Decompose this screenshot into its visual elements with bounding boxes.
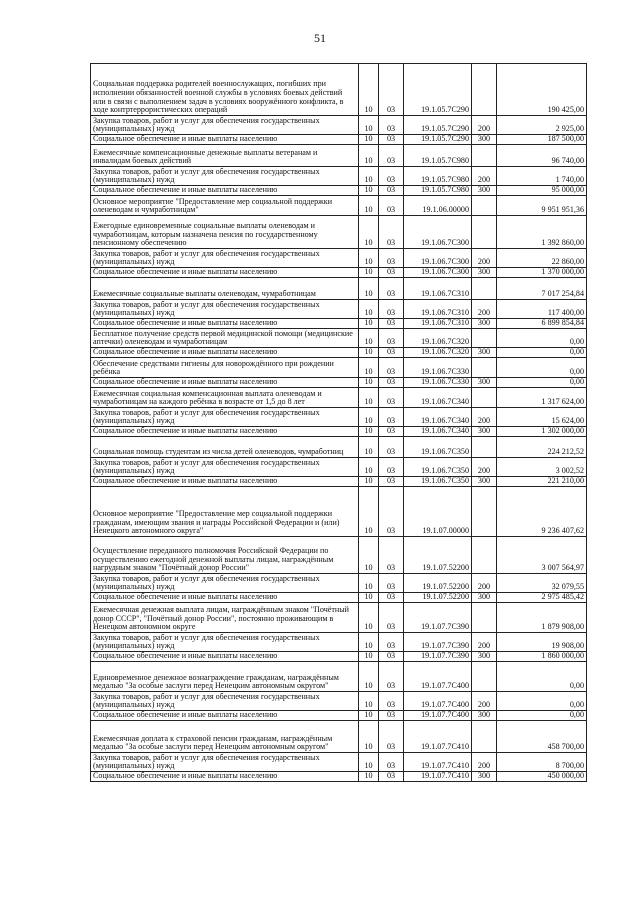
table-row — [91, 427, 587, 437]
row-sum-cell: 1 317 624,00 — [497, 388, 587, 408]
table-row — [91, 216, 587, 249]
row-section-cell: 10 — [359, 711, 379, 721]
row-expense-type-cell: 200 — [472, 249, 497, 268]
row-name-cell: Основное мероприятие "Предоставление мер социальной поддержки гражданам, имеющим звания и награды Российской Федерации и (или) Ненецкого автономного округа" — [91, 487, 359, 537]
row-sum-cell: 1 370 000,00 — [497, 268, 587, 278]
row-expense-type-cell: 300 — [472, 772, 497, 782]
row-name-cell: Обеспечение средствами гигиены для новорождённого при рождении ребёнка — [91, 358, 359, 378]
row-expense-type-cell — [472, 145, 497, 167]
row-subsection-cell: 03 — [379, 64, 404, 116]
row-expense-type-cell: 300 — [472, 378, 497, 388]
row-expense-type-cell — [472, 537, 497, 574]
row-expense-type-cell — [472, 603, 497, 633]
table-row — [91, 278, 587, 300]
row-expense-type-cell: 300 — [472, 593, 497, 603]
row-target-article-cell: 19.1.07.7С410 — [404, 753, 472, 772]
row-section-cell: 10 — [359, 603, 379, 633]
row-subsection-cell: 03 — [379, 427, 404, 437]
row-name-cell: Закупка товаров, работ и услуг для обеспечения государственных (муниципальных) нужд — [91, 116, 359, 135]
row-sum-cell: 96 740,00 — [497, 145, 587, 167]
row-expense-type-cell: 200 — [472, 167, 497, 186]
row-target-article-cell: 19.1.07.7С390 — [404, 633, 472, 652]
row-expense-type-cell: 200 — [472, 574, 497, 593]
row-name-cell: Ежегодные единовременные социальные выплаты оленеводам и чумработницам, которым назначена пенсия по государственному пенсионному обеспечению — [91, 216, 359, 249]
table-row — [91, 378, 587, 388]
row-name-cell: Единовременное денежное вознаграждение гражданам, награждённым медалью "За особые заслуги перед Ненецким автономным округом" — [91, 662, 359, 692]
table-row — [91, 603, 587, 633]
row-section-cell: 10 — [359, 477, 379, 487]
row-sum-cell: 0,00 — [497, 711, 587, 721]
row-section-cell: 10 — [359, 135, 379, 145]
table-row — [91, 458, 587, 477]
row-expense-type-cell: 200 — [472, 753, 497, 772]
row-expense-type-cell — [472, 358, 497, 378]
row-sum-cell: 187 500,00 — [497, 135, 587, 145]
table-row — [91, 358, 587, 378]
row-subsection-cell: 03 — [379, 408, 404, 427]
row-section-cell: 10 — [359, 487, 379, 537]
table-row — [91, 753, 587, 772]
row-name-cell: Бесплатное получение средств первой медицинской помощи (медицинские аптечки) оленеводам и чумработницам — [91, 329, 359, 348]
row-section-cell: 10 — [359, 319, 379, 329]
row-section-cell: 10 — [359, 329, 379, 348]
row-subsection-cell: 03 — [379, 268, 404, 278]
table-row — [91, 593, 587, 603]
page-number: 51 — [314, 31, 326, 45]
row-sum-cell: 6 899 854,84 — [497, 319, 587, 329]
table-row — [91, 300, 587, 319]
row-target-article-cell: 19.1.07.7С400 — [404, 711, 472, 721]
row-name-cell: Социальное обеспечение и иные выплаты населению — [91, 135, 359, 145]
row-section-cell: 10 — [359, 662, 379, 692]
row-target-article-cell: 19.1.07.52200 — [404, 593, 472, 603]
table-row — [91, 348, 587, 358]
table-row — [91, 772, 587, 782]
row-target-article-cell: 19.1.06.7С300 — [404, 216, 472, 249]
table-row — [91, 167, 587, 186]
row-section-cell: 10 — [359, 268, 379, 278]
row-sum-cell: 15 624,00 — [497, 408, 587, 427]
row-sum-cell: 22 860,00 — [497, 249, 587, 268]
row-subsection-cell: 03 — [379, 378, 404, 388]
row-name-cell: Закупка товаров, работ и услуг для обеспечения государственных (муниципальных) нужд — [91, 167, 359, 186]
row-sum-cell: 190 425,00 — [497, 64, 587, 116]
row-target-article-cell: 19.1.06.7С310 — [404, 278, 472, 300]
row-name-cell: Социальное обеспечение и иные выплаты населению — [91, 652, 359, 662]
row-sum-cell: 0,00 — [497, 662, 587, 692]
row-name-cell: Социальное обеспечение и иные выплаты населению — [91, 711, 359, 721]
row-name-cell: Социальное обеспечение и иные выплаты населению — [91, 378, 359, 388]
row-target-article-cell: 19.1.06.7С320 — [404, 348, 472, 358]
table-row — [91, 711, 587, 721]
table-row — [91, 319, 587, 329]
row-name-cell: Социальное обеспечение и иные выплаты населению — [91, 186, 359, 196]
row-expense-type-cell — [472, 329, 497, 348]
row-expense-type-cell: 200 — [472, 458, 497, 477]
row-target-article-cell: 19.1.06.7С300 — [404, 268, 472, 278]
row-section-cell: 10 — [359, 574, 379, 593]
row-section-cell: 10 — [359, 753, 379, 772]
row-target-article-cell: 19.1.07.00000 — [404, 487, 472, 537]
row-name-cell: Закупка товаров, работ и услуг для обеспечения государственных (муниципальных) нужд — [91, 458, 359, 477]
row-expense-type-cell — [472, 487, 497, 537]
row-sum-cell: 2 975 485,42 — [497, 593, 587, 603]
row-sum-cell: 3 002,52 — [497, 458, 587, 477]
row-expense-type-cell — [472, 196, 497, 216]
row-expense-type-cell: 300 — [472, 348, 497, 358]
row-name-cell: Ежемесячная социальная компенсационная выплата оленеводам и чумработницам на каждого ребёнка в возрасте от 1,5 до 8 лет — [91, 388, 359, 408]
table-row — [91, 116, 587, 135]
row-subsection-cell: 03 — [379, 196, 404, 216]
row-section-cell: 10 — [359, 116, 379, 135]
row-section-cell: 10 — [359, 378, 379, 388]
table-row — [91, 145, 587, 167]
row-name-cell: Закупка товаров, работ и услуг для обеспечения государственных (муниципальных) нужд — [91, 633, 359, 652]
row-section-cell: 10 — [359, 278, 379, 300]
row-target-article-cell: 19.1.07.7С390 — [404, 652, 472, 662]
table-row — [91, 64, 587, 116]
row-subsection-cell: 03 — [379, 249, 404, 268]
row-sum-cell: 117 400,00 — [497, 300, 587, 319]
row-name-cell: Социальное обеспечение и иные выплаты населению — [91, 593, 359, 603]
table-row — [91, 537, 587, 574]
row-name-cell: Социальная поддержка родителей военнослужащих, погибших при исполнении обязанностей военной службы в условиях боевых действий или в связи с выполнением задач в условиях вооружённого конфликта, в ходе контртеррористических операций — [91, 64, 359, 116]
row-subsection-cell: 03 — [379, 633, 404, 652]
row-sum-cell: 9 236 407,62 — [497, 487, 587, 537]
row-section-cell: 10 — [359, 427, 379, 437]
row-target-article-cell: 19.1.06.7С300 — [404, 249, 472, 268]
row-target-article-cell: 19.1.07.7С400 — [404, 692, 472, 711]
row-expense-type-cell — [472, 278, 497, 300]
row-sum-cell: 458 700,00 — [497, 721, 587, 753]
row-sum-cell: 221 210,00 — [497, 477, 587, 487]
row-sum-cell: 9 951 951,36 — [497, 196, 587, 216]
row-section-cell: 10 — [359, 300, 379, 319]
row-sum-cell: 7 017 254,84 — [497, 278, 587, 300]
row-section-cell: 10 — [359, 167, 379, 186]
row-target-article-cell: 19.1.05.7С980 — [404, 186, 472, 196]
row-sum-cell: 1 879 908,00 — [497, 603, 587, 633]
row-target-article-cell: 19.1.07.7С400 — [404, 662, 472, 692]
row-section-cell: 10 — [359, 408, 379, 427]
row-subsection-cell: 03 — [379, 711, 404, 721]
table-row — [91, 574, 587, 593]
row-target-article-cell: 19.1.06.7С330 — [404, 358, 472, 378]
row-target-article-cell: 19.1.07.7С410 — [404, 721, 472, 753]
row-section-cell: 10 — [359, 216, 379, 249]
row-subsection-cell: 03 — [379, 662, 404, 692]
table-row — [91, 196, 587, 216]
row-expense-type-cell — [472, 216, 497, 249]
row-expense-type-cell: 300 — [472, 477, 497, 487]
row-sum-cell: 2 925,00 — [497, 116, 587, 135]
row-section-cell: 10 — [359, 358, 379, 378]
row-section-cell: 10 — [359, 348, 379, 358]
row-name-cell: Ежемесячная денежная выплата лицам, награждённым знаком "Почётный донор СССР", "Почётный донор России", постоянно проживающим в Ненецком автономном округе — [91, 603, 359, 633]
row-subsection-cell: 03 — [379, 278, 404, 300]
row-sum-cell: 19 908,00 — [497, 633, 587, 652]
row-sum-cell: 1 860 000,00 — [497, 652, 587, 662]
row-sum-cell: 1 302 000,00 — [497, 427, 587, 437]
row-section-cell: 10 — [359, 458, 379, 477]
row-sum-cell: 3 007 564,97 — [497, 537, 587, 574]
row-expense-type-cell — [472, 437, 497, 458]
row-section-cell: 10 — [359, 692, 379, 711]
row-sum-cell: 0,00 — [497, 329, 587, 348]
row-sum-cell: 8 700,00 — [497, 753, 587, 772]
row-target-article-cell: 19.1.06.7С340 — [404, 388, 472, 408]
row-sum-cell: 95 000,00 — [497, 186, 587, 196]
table-row — [91, 487, 587, 537]
row-expense-type-cell — [472, 388, 497, 408]
row-target-article-cell: 19.1.07.52200 — [404, 537, 472, 574]
table-row — [91, 249, 587, 268]
row-subsection-cell: 03 — [379, 593, 404, 603]
row-subsection-cell: 03 — [379, 145, 404, 167]
row-subsection-cell: 03 — [379, 574, 404, 593]
row-subsection-cell: 03 — [379, 116, 404, 135]
row-target-article-cell: 19.1.06.7С350 — [404, 458, 472, 477]
table-row — [91, 652, 587, 662]
row-name-cell: Социальное обеспечение и иные выплаты населению — [91, 319, 359, 329]
row-sum-cell: 224 212,52 — [497, 437, 587, 458]
row-subsection-cell: 03 — [379, 772, 404, 782]
row-expense-type-cell — [472, 662, 497, 692]
row-section-cell: 10 — [359, 437, 379, 458]
row-target-article-cell: 19.1.05.7С290 — [404, 64, 472, 116]
row-subsection-cell: 03 — [379, 721, 404, 753]
row-subsection-cell: 03 — [379, 358, 404, 378]
row-expense-type-cell: 300 — [472, 135, 497, 145]
row-expense-type-cell: 300 — [472, 268, 497, 278]
row-name-cell: Социальное обеспечение и иные выплаты населению — [91, 477, 359, 487]
row-section-cell: 10 — [359, 249, 379, 268]
row-section-cell: 10 — [359, 652, 379, 662]
row-name-cell: Социальное обеспечение и иные выплаты населению — [91, 348, 359, 358]
row-section-cell: 10 — [359, 196, 379, 216]
budget-table-body — [91, 64, 587, 782]
row-sum-cell: 450 000,00 — [497, 772, 587, 782]
table-row — [91, 135, 587, 145]
row-target-article-cell: 19.1.06.7С320 — [404, 329, 472, 348]
row-name-cell: Закупка товаров, работ и услуг для обеспечения государственных (муниципальных) нужд — [91, 574, 359, 593]
row-target-article-cell: 19.1.06.7С340 — [404, 427, 472, 437]
row-target-article-cell: 19.1.07.7С410 — [404, 772, 472, 782]
row-expense-type-cell: 200 — [472, 692, 497, 711]
row-target-article-cell: 19.1.05.7С290 — [404, 116, 472, 135]
row-subsection-cell: 03 — [379, 652, 404, 662]
row-subsection-cell: 03 — [379, 167, 404, 186]
row-subsection-cell: 03 — [379, 753, 404, 772]
row-name-cell: Социальное обеспечение и иные выплаты населению — [91, 427, 359, 437]
table-row — [91, 633, 587, 652]
row-name-cell: Осуществление переданного полномочия Российской Федерации по осуществлению ежегодной денежной выплаты лицам, награждённым нагрудным знаком "Почётный донор России" — [91, 537, 359, 574]
row-name-cell: Ежемесячная доплата к страховой пенсии гражданам, награждённым медалью "За особые заслуги перед Ненецким автономным округом" — [91, 721, 359, 753]
row-target-article-cell: 19.1.06.7С310 — [404, 300, 472, 319]
row-sum-cell: 0,00 — [497, 692, 587, 711]
row-expense-type-cell: 200 — [472, 633, 497, 652]
row-target-article-cell: 19.1.06.7С350 — [404, 437, 472, 458]
row-subsection-cell: 03 — [379, 458, 404, 477]
budget-table — [90, 63, 587, 782]
row-expense-type-cell: 300 — [472, 186, 497, 196]
table-row — [91, 721, 587, 753]
row-name-cell: Закупка товаров, работ и услуг для обеспечения государственных (муниципальных) нужд — [91, 753, 359, 772]
row-expense-type-cell — [472, 64, 497, 116]
row-subsection-cell: 03 — [379, 477, 404, 487]
row-expense-type-cell: 200 — [472, 116, 497, 135]
row-name-cell: Закупка товаров, работ и услуг для обеспечения государственных (муниципальных) нужд — [91, 249, 359, 268]
row-target-article-cell: 19.1.06.7С310 — [404, 319, 472, 329]
row-name-cell: Закупка товаров, работ и услуг для обеспечения государственных (муниципальных) нужд — [91, 408, 359, 427]
row-expense-type-cell: 200 — [472, 300, 497, 319]
row-name-cell: Социальная помощь студентам из числа детей оленеводов, чумработниц — [91, 437, 359, 458]
row-expense-type-cell — [472, 721, 497, 753]
row-subsection-cell: 03 — [379, 348, 404, 358]
table-row — [91, 408, 587, 427]
table-row — [91, 692, 587, 711]
row-section-cell: 10 — [359, 64, 379, 116]
row-section-cell: 10 — [359, 593, 379, 603]
row-subsection-cell: 03 — [379, 388, 404, 408]
row-sum-cell: 32 079,55 — [497, 574, 587, 593]
row-target-article-cell: 19.1.06.00000 — [404, 196, 472, 216]
row-section-cell: 10 — [359, 186, 379, 196]
row-target-article-cell: 19.1.07.52200 — [404, 574, 472, 593]
row-target-article-cell: 19.1.07.7С390 — [404, 603, 472, 633]
row-name-cell: Социальное обеспечение и иные выплаты населению — [91, 772, 359, 782]
row-subsection-cell: 03 — [379, 319, 404, 329]
row-subsection-cell: 03 — [379, 135, 404, 145]
row-target-article-cell: 19.1.06.7С330 — [404, 378, 472, 388]
row-section-cell: 10 — [359, 537, 379, 574]
row-subsection-cell: 03 — [379, 487, 404, 537]
row-sum-cell: 1 392 860,00 — [497, 216, 587, 249]
row-sum-cell: 1 740,00 — [497, 167, 587, 186]
table-row — [91, 329, 587, 348]
table-row — [91, 437, 587, 458]
row-target-article-cell: 19.1.05.7С980 — [404, 167, 472, 186]
row-name-cell: Социальное обеспечение и иные выплаты населению — [91, 268, 359, 278]
row-name-cell: Закупка товаров, работ и услуг для обеспечения государственных (муниципальных) нужд — [91, 300, 359, 319]
row-expense-type-cell: 300 — [472, 319, 497, 329]
table-row — [91, 186, 587, 196]
row-expense-type-cell: 300 — [472, 711, 497, 721]
row-sum-cell: 0,00 — [497, 378, 587, 388]
table-row — [91, 388, 587, 408]
row-section-cell: 10 — [359, 145, 379, 167]
row-subsection-cell: 03 — [379, 437, 404, 458]
row-name-cell: Ежемесячные компенсационные денежные выплаты ветеранам и инвалидам боевых действий — [91, 145, 359, 167]
row-subsection-cell: 03 — [379, 329, 404, 348]
row-expense-type-cell: 300 — [472, 427, 497, 437]
row-target-article-cell: 19.1.05.7С980 — [404, 145, 472, 167]
row-sum-cell: 0,00 — [497, 348, 587, 358]
row-target-article-cell: 19.1.05.7С290 — [404, 135, 472, 145]
row-sum-cell: 0,00 — [497, 358, 587, 378]
table-row — [91, 268, 587, 278]
row-subsection-cell: 03 — [379, 300, 404, 319]
row-section-cell: 10 — [359, 633, 379, 652]
row-section-cell: 10 — [359, 721, 379, 753]
row-subsection-cell: 03 — [379, 537, 404, 574]
row-target-article-cell: 19.1.06.7С340 — [404, 408, 472, 427]
row-expense-type-cell: 300 — [472, 652, 497, 662]
row-target-article-cell: 19.1.06.7С350 — [404, 477, 472, 487]
row-subsection-cell: 03 — [379, 692, 404, 711]
table-row — [91, 662, 587, 692]
row-subsection-cell: 03 — [379, 186, 404, 196]
row-section-cell: 10 — [359, 388, 379, 408]
table-row — [91, 477, 587, 487]
row-subsection-cell: 03 — [379, 216, 404, 249]
row-name-cell: Закупка товаров, работ и услуг для обеспечения государственных (муниципальных) нужд — [91, 692, 359, 711]
row-section-cell: 10 — [359, 772, 379, 782]
row-name-cell: Ежемесячные социальные выплаты оленеводам, чумработницам — [91, 278, 359, 300]
row-subsection-cell: 03 — [379, 603, 404, 633]
row-expense-type-cell: 200 — [472, 408, 497, 427]
row-name-cell: Основное мероприятие "Предоставление мер социальной поддержки оленеводам и чумработницам" — [91, 196, 359, 216]
